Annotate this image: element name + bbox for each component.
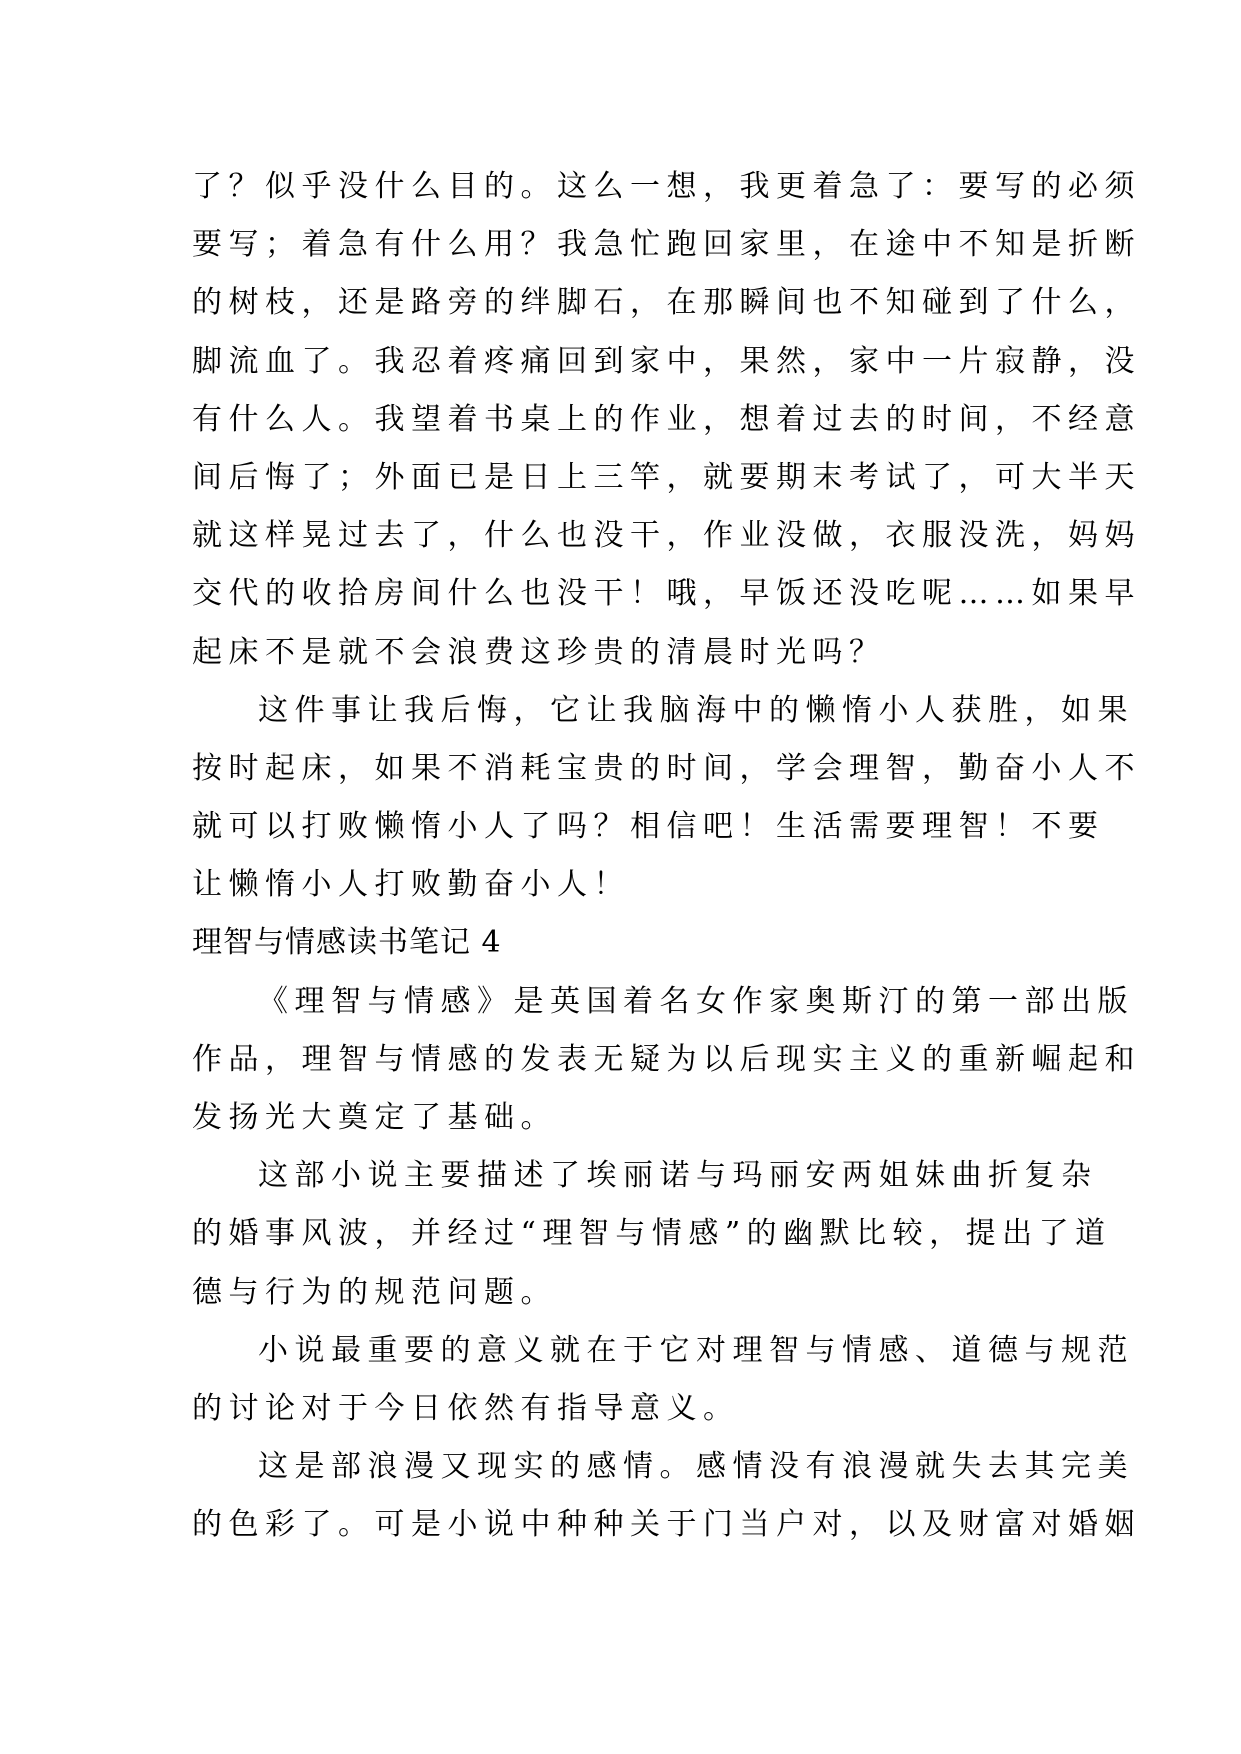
text-line: 间后悔了；外面已是日上三竿，就要期末考试了，可大半天 bbox=[192, 459, 1141, 495]
text-line: 按时起床，如果不消耗宝贵的时间，学会理智，勤奋小人不 bbox=[192, 750, 1141, 786]
text-line: 作品，理智与情感的发表无疑为以后现实主义的重新崛起和 bbox=[192, 1041, 1141, 1077]
document-body bbox=[192, 158, 1141, 1555]
paragraph-start-line: 小说最重要的意义就在于它对理智与情感、道德与规范 bbox=[258, 1332, 1134, 1368]
text-line: 德与行为的规范问题。 bbox=[192, 1274, 557, 1310]
section-heading: 理智与情感读书笔记 4 bbox=[192, 925, 502, 961]
text-line: 就可以打败懒惰小人了吗？相信吧！生活需要理智！不要 bbox=[192, 809, 1105, 845]
text-line: 交代的收拾房间什么也没干！哦，早饭还没吃呢……如果早 bbox=[192, 576, 1141, 612]
text-line: 脚流血了。我忍着疼痛回到家中，果然，家中一片寂静，没 bbox=[192, 343, 1141, 379]
text-line: 有什么人。我望着书桌上的作业，想着过去的时间，不经意 bbox=[192, 401, 1141, 437]
text-line: 的讨论对于今日依然有指导意义。 bbox=[192, 1390, 740, 1426]
text-line: 的婚事风波，并经过“理智与情感”的幽默比较，提出了道 bbox=[192, 1216, 1112, 1252]
paragraph-start-line: 《理智与情感》是英国着名女作家奥斯汀的第一部出版 bbox=[258, 983, 1134, 1019]
text-line: 起床不是就不会浪费这珍贵的清晨时光吗？ bbox=[192, 634, 886, 670]
paragraph-start-line: 这件事让我后悔，它让我脑海中的懒惰小人获胜，如果 bbox=[258, 692, 1134, 728]
text-line: 了？似乎没什么目的。这么一想，我更着急了：要写的必须 bbox=[192, 169, 1141, 204]
text-line: 就这样晃过去了，什么也没干，作业没做，衣服没洗，妈妈 bbox=[192, 518, 1141, 554]
text-line: 让懒惰小人打败勤奋小人！ bbox=[192, 867, 630, 903]
paragraph-start-line: 这部小说主要描述了埃丽诺与玛丽安两姐妹曲折复杂 bbox=[258, 1158, 1098, 1194]
text-line: 的树枝，还是路旁的绊脚石，在那瞬间也不知碰到了什么， bbox=[192, 285, 1141, 321]
text-line: 要写；着急有什么用？我急忙跑回家里，在途中不知是折断 bbox=[192, 227, 1141, 263]
text-line: 发扬光大奠定了基础。 bbox=[192, 1100, 557, 1135]
text-line: 的色彩了。可是小说中种种关于门当户对，以及财富对婚姻 bbox=[192, 1507, 1141, 1543]
paragraph-start-line: 这是部浪漫又现实的感情。感情没有浪漫就失去其完美 bbox=[258, 1449, 1134, 1485]
